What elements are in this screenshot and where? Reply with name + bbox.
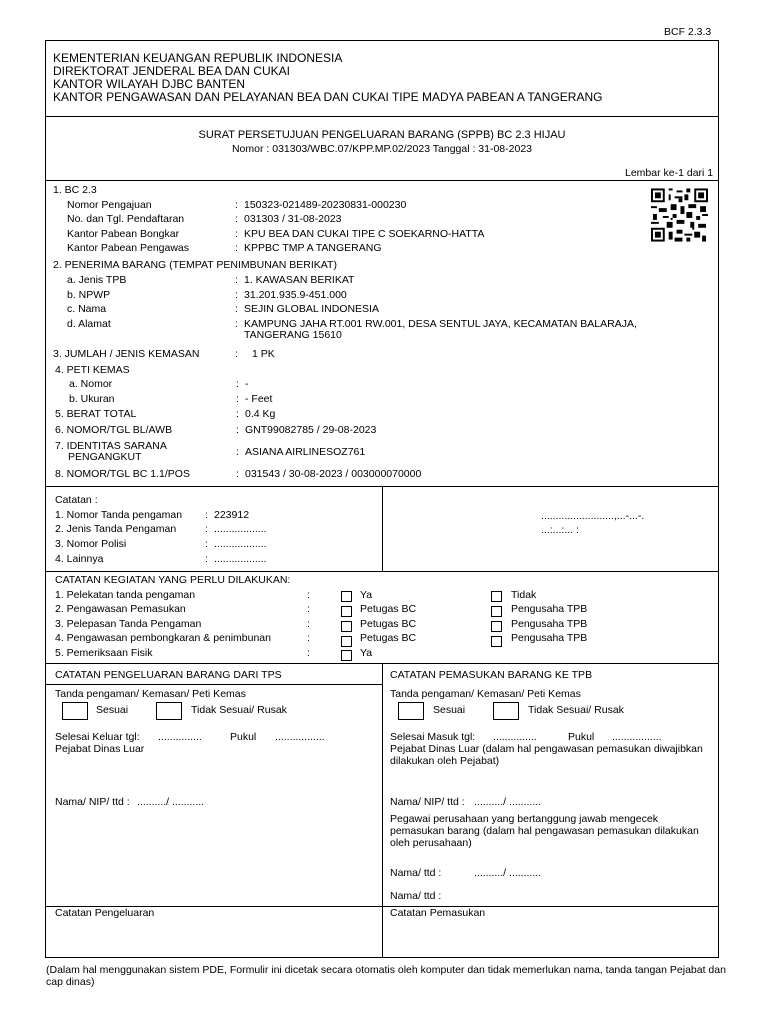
kegiatan-label: 4. Pengawasan pembongkaran & penimbunan: [55, 632, 271, 644]
right-sign-value: ........../ ...........: [474, 796, 542, 808]
colon: :: [235, 242, 238, 254]
kegiatan-checkbox[interactable]: [341, 636, 352, 647]
sec2-value: 1. KAWASAN BERIKAT: [244, 274, 355, 286]
sec7-label-cont: PENGANGKUT: [68, 451, 142, 463]
colon: :: [235, 289, 238, 301]
sec2-label: d. Alamat: [67, 318, 111, 330]
colon: :: [235, 303, 238, 315]
document-title: SURAT PERSETUJUAN PENGELUARAN BARANG (SPPB) BC 2.3 HIJAU: [198, 129, 566, 141]
colon: :: [307, 632, 310, 644]
sec1-label: No. dan Tgl. Pendaftaran: [67, 213, 185, 225]
catatan-value: ..................: [214, 523, 267, 535]
kegiatan-option: Ya: [360, 589, 373, 601]
sec5-value: 0.4 Kg: [245, 408, 276, 420]
sec5-label: 5. BERAT TOTAL: [55, 408, 137, 420]
catatan-value: ..................: [214, 553, 267, 565]
header-line-3: KANTOR WILAYAH DJBC BANTEN: [53, 77, 246, 91]
colon: :: [236, 424, 239, 436]
sec1-value: KPU BEA DAN CUKAI TIPE C SOEKARNO-HATTA: [244, 228, 485, 240]
catatan-value: ..................: [214, 538, 267, 550]
right-staff-cont: pemasukan barang (dalam hal pengawasan pemasukan dilakukan: [390, 825, 699, 837]
right-sign-label: Nama/ NIP/ ttd :: [390, 796, 465, 808]
sec3-label: 3. JUMLAH / JENIS KEMASAN: [53, 348, 200, 360]
kegiatan-label: 3. Pelepasan Tanda Pengaman: [55, 618, 202, 630]
sec1-label: Nomor Pengajuan: [67, 199, 152, 211]
left-ok-label: Sesuai: [96, 704, 129, 716]
left-ok-checkbox[interactable]: [62, 702, 88, 720]
right-panel-heading: CATATAN PEMASUKAN BARANG KE TPB: [390, 669, 593, 681]
footer-note: (Dalam hal menggunakan sistem PDE, Formulir ini dicetak secara otomatis oleh komputer dan tidak memerlukan nama, tanda tangan Pejabat dan: [46, 964, 726, 976]
header-line-4: KANTOR PENGAWASAN DAN PELAYANAN BEA DAN CUKAI TIPE MADYA PABEAN A TANGERANG: [53, 90, 603, 104]
right-seal-label: Tanda pengaman/ Kemasan/ Peti Kemas: [390, 688, 581, 700]
form-code: BCF 2.3.3: [664, 26, 712, 38]
left-exit-label: Selesai Keluar tgl:: [55, 731, 140, 743]
sec2-value: KAMPUNG JAHA RT.001 RW.001, DESA SENTUL JAYA, KECAMATAN BALARAJA,: [244, 318, 637, 330]
sec2-value: SEJIN GLOBAL INDONESIA: [244, 303, 379, 315]
right-time-label: Pukul: [568, 731, 595, 743]
kegiatan-option: Petugas BC: [360, 632, 417, 644]
sec1-heading: 1. BC 2.3: [53, 184, 97, 196]
header-line-2: DIREKTORAT JENDERAL BEA DAN CUKAI: [53, 64, 290, 78]
sec6-label: 6. NOMOR/TGL BL/AWB: [55, 424, 173, 436]
colon: :: [236, 446, 239, 458]
left-time-label: Pukul: [230, 731, 257, 743]
divider: [45, 684, 382, 685]
catatan-label: 1. Nomor Tanda pengaman: [55, 509, 183, 521]
sec1-label: Kantor Pabean Pengawas: [67, 242, 190, 254]
catatan-heading: Catatan :: [55, 494, 98, 506]
sec4-value: -: [245, 378, 249, 390]
colon: :: [235, 274, 238, 286]
catatan-label: 3. Nomor Polisi: [55, 538, 127, 550]
colon: :: [307, 589, 310, 601]
colon: :: [205, 523, 208, 535]
catatan-place-date: .........................,...-...-.: [541, 510, 645, 522]
left-exit-date: ...............: [158, 731, 202, 743]
colon: :: [205, 538, 208, 550]
left-notok-checkbox[interactable]: [156, 702, 182, 720]
kegiatan-option: Tidak: [511, 589, 537, 601]
header-line-1: KEMENTERIAN KEUANGAN REPUBLIK INDONESIA: [53, 51, 343, 65]
colon: :: [236, 408, 239, 420]
sec4-label: b. Ukuran: [69, 393, 115, 405]
colon: :: [235, 199, 238, 211]
sec8-value: 031543 / 30-08-2023 / 003000070000: [245, 468, 422, 480]
left-time-value: .................: [275, 731, 325, 743]
colon: :: [307, 647, 310, 659]
colon: :: [235, 228, 238, 240]
right-officer-cont: dilakukan oleh Pejabat): [390, 755, 500, 767]
right-notok-checkbox[interactable]: [493, 702, 519, 720]
right-notok-label: Tidak Sesuai/ Rusak: [528, 704, 624, 716]
sec7-label: 7. IDENTITAS SARANA: [55, 440, 167, 452]
colon: :: [235, 318, 238, 330]
colon: :: [235, 348, 238, 360]
sec1-label: Kantor Pabean Bongkar: [67, 228, 180, 240]
colon: :: [235, 213, 238, 225]
sec1-value: KPPBC TMP A TANGERANG: [244, 242, 382, 254]
sheet-info: Lembar ke-1 dari 1: [625, 167, 714, 179]
kegiatan-checkbox[interactable]: [341, 606, 352, 617]
left-notok-label: Tidak Sesuai/ Rusak: [191, 704, 287, 716]
right-sign2-value: ........../ ...........: [474, 867, 542, 879]
sec2-value-cont: TANGERANG 15610: [244, 329, 342, 341]
colon: :: [205, 553, 208, 565]
colon: :: [236, 378, 239, 390]
right-entry-label: Selesai Masuk tgl:: [390, 731, 476, 743]
kegiatan-option: Pengusaha TPB: [511, 618, 588, 630]
sec1-value: 150323-021489-20230831-000230: [244, 199, 407, 211]
right-time-value: .................: [612, 731, 662, 743]
kegiatan-option: Pengusaha TPB: [511, 603, 588, 615]
kegiatan-option: Pengusaha TPB: [511, 632, 588, 644]
right-sign3-label: Nama/ ttd :: [390, 890, 442, 902]
colon: :: [236, 468, 239, 480]
right-notes: Catatan Pemasukan: [390, 907, 486, 919]
sec2-heading: 2. PENERIMA BARANG (TEMPAT PENIMBUNAN BERIKAT): [53, 259, 337, 271]
kegiatan-heading: CATATAN KEGIATAN YANG PERLU DILAKUKAN:: [55, 574, 291, 586]
sec7-value: ASIANA AIRLINESOZ761: [245, 446, 366, 458]
colon: :: [236, 393, 239, 405]
sec4-label: a. Nomor: [69, 378, 113, 390]
kegiatan-option: Petugas BC: [360, 603, 417, 615]
kegiatan-option: Petugas BC: [360, 618, 417, 630]
kegiatan-option: Ya: [360, 647, 373, 659]
right-staff: Pegawai perusahaan yang bertanggung jawab mengecek: [390, 813, 658, 825]
sec3-value: 1 PK: [252, 348, 275, 360]
right-officer: Pejabat Dinas Luar (dalam hal pengawasan pemasukan diwajibkan: [390, 743, 703, 755]
catatan-label: 4. Lainnya: [55, 553, 104, 565]
sec2-label: a. Jenis TPB: [67, 274, 127, 286]
kegiatan-checkbox[interactable]: [341, 621, 352, 632]
left-notes: Catatan Pengeluaran: [55, 907, 155, 919]
sec8-label: 8. NOMOR/TGL BC 1.1/POS: [55, 468, 190, 480]
catatan-value: 223912: [214, 509, 250, 521]
kegiatan-checkbox[interactable]: [491, 636, 502, 647]
panel-divider: [382, 663, 383, 958]
sec6-value: GNT99082785 / 29-08-2023: [245, 424, 377, 436]
sec4-value: - Feet: [245, 393, 273, 405]
divider: [45, 180, 719, 181]
sec1-value: 031303 / 31-08-2023: [244, 213, 342, 225]
catatan-label: 2. Jenis Tanda Pengaman: [55, 523, 177, 535]
kegiatan-checkbox[interactable]: [341, 591, 352, 602]
kegiatan-label: 5. Pemeriksaan Fisik: [55, 647, 153, 659]
kegiatan-label: 2. Pengawasan Pemasukan: [55, 603, 186, 615]
kegiatan-checkbox[interactable]: [491, 606, 502, 617]
kegiatan-label: 1. Pelekatan tanda pengaman: [55, 589, 196, 601]
left-sign-label: Nama/ NIP/ ttd :: [55, 796, 130, 808]
right-ok-checkbox[interactable]: [398, 702, 424, 720]
right-entry-date: ...............: [493, 731, 537, 743]
left-seal-label: Tanda pengaman/ Kemasan/ Peti Kemas: [55, 688, 246, 700]
right-ok-label: Sesuai: [433, 704, 466, 716]
left-panel-heading: CATATAN PENGELUARAN BARANG DARI TPS: [55, 669, 282, 681]
left-officer: Pejabat Dinas Luar: [55, 743, 145, 755]
kegiatan-checkbox[interactable]: [491, 621, 502, 632]
kegiatan-checkbox[interactable]: [341, 650, 352, 661]
catatan-time: ...:...:... :: [541, 524, 579, 536]
document-number: Nomor : 031303/WBC.07/KPP.MP.02/2023 Tanggal : 31-08-2023: [231, 143, 533, 155]
colon: :: [307, 603, 310, 615]
sec2-value: 31.201.935.9-451.000: [244, 289, 347, 301]
colon: :: [307, 618, 310, 630]
sec4-heading: 4. PETI KEMAS: [55, 364, 130, 376]
catatan-divider: [382, 486, 383, 571]
footer-note-cont: cap dinas): [46, 976, 95, 988]
kegiatan-checkbox[interactable]: [491, 591, 502, 602]
sec2-label: c. Nama: [67, 303, 107, 315]
left-sign-value: ........../ ...........: [137, 796, 205, 808]
colon: :: [205, 509, 208, 521]
right-staff-cont2: oleh perusahaan): [390, 837, 472, 849]
sec2-label: b. NPWP: [67, 289, 111, 301]
divider: [45, 571, 719, 572]
qr-code-icon: [651, 188, 708, 242]
right-sign2-label: Nama/ ttd :: [390, 867, 442, 879]
